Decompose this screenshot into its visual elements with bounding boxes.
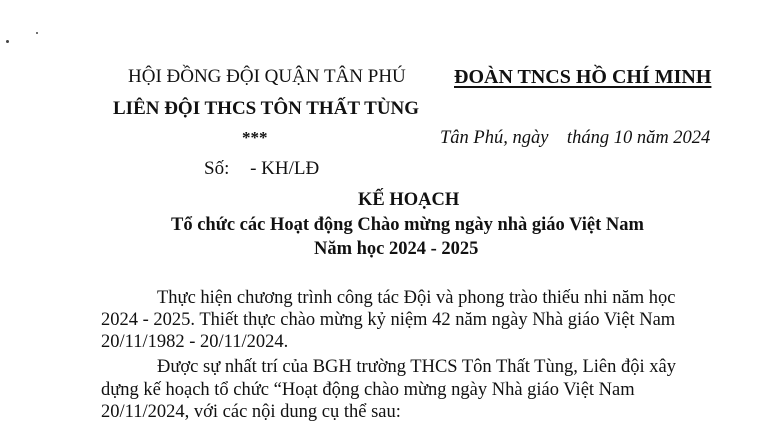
- org-left-line1: HỘI ĐỒNG ĐỘI QUẬN TÂN PHÚ: [128, 66, 406, 87]
- document-subtitle: Tổ chức các Hoạt động Chào mừng ngày nhà giáo Việt Nam: [171, 215, 644, 235]
- document-number: [204, 158, 319, 180]
- paragraph-1-line-1: Thực hiện chương trình công tác Đội và phong trào thiếu nhi năm học: [157, 288, 676, 308]
- number-value: - KH/LĐ: [250, 158, 320, 179]
- org-right: ĐOÀN TNCS HỒ CHÍ MINH: [454, 66, 712, 88]
- paragraph-2-line-2: dựng kế hoạch tổ chức “Hoạt động chào mừng ngày Nhà giáo Việt Nam: [101, 380, 635, 400]
- paragraph-1-line-3: 20/11/1982 - 20/11/2024.: [101, 332, 289, 352]
- place-date: Tân Phú, ngày tháng 10 năm 2024: [440, 128, 711, 148]
- scan-speck: [36, 32, 38, 34]
- document-heading: KẾ HOẠCH: [358, 190, 460, 210]
- paragraph-2-line-1: Được sự nhất trí của BGH trường THCS Tôn Thất Tùng, Liên đội xây: [157, 357, 676, 377]
- number-label: Số:: [204, 158, 230, 179]
- stars-divider: ***: [242, 128, 268, 147]
- paragraph-1-line-2: 2024 - 2025. Thiết thực chào mừng kỷ niệm 42 năm ngày Nhà giáo Việt Nam: [101, 310, 676, 330]
- scan-speck: [6, 40, 9, 43]
- org-left-line2: LIÊN ĐỘI THCS TÔN THẤT TÙNG: [113, 98, 420, 119]
- school-year: Năm học 2024 - 2025: [314, 239, 479, 259]
- paragraph-2-line-3: 20/11/2024, với các nội dung cụ thể sau:: [101, 402, 401, 422]
